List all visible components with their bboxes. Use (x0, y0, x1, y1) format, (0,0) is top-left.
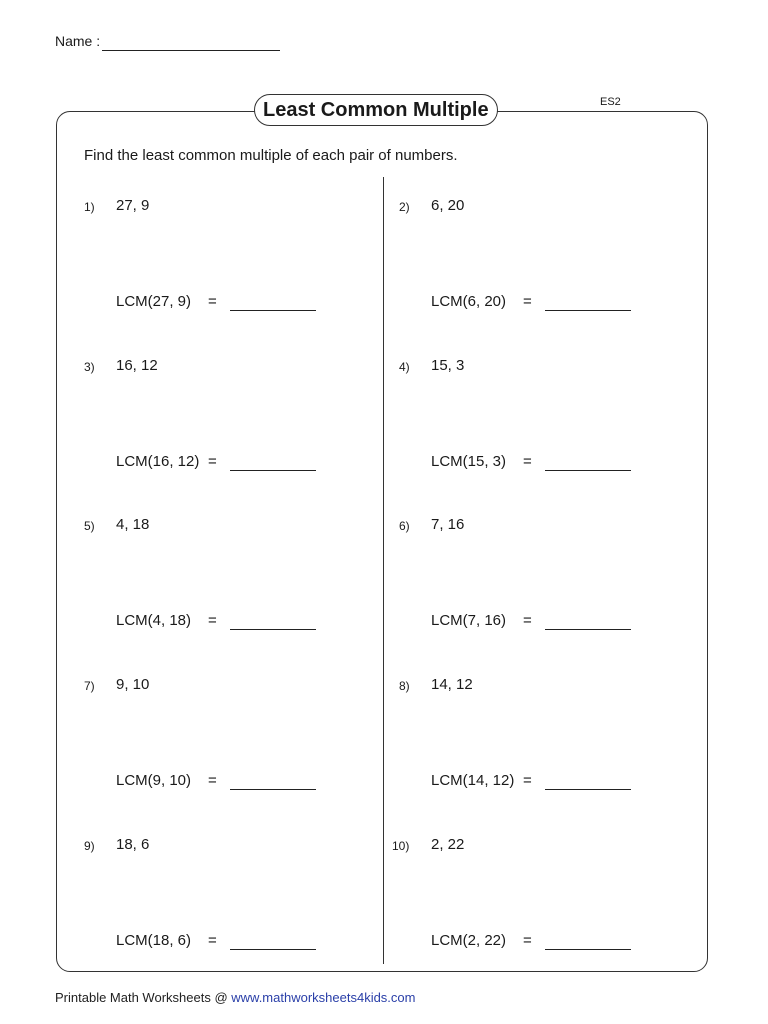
equals-sign: = (523, 293, 532, 310)
problem-number: 2) (399, 200, 410, 214)
equals-sign: = (208, 293, 217, 310)
lcm-expression: LCM(14, 12) (431, 772, 515, 789)
lcm-expression: LCM(2, 22) (431, 932, 507, 949)
equals-sign: = (208, 612, 217, 629)
name-label: Name : (55, 33, 101, 49)
instructions: Find the least common multiple of each pair of numbers. (84, 147, 458, 164)
problem-9 (84, 825, 384, 985)
problem-number: 1) (84, 200, 95, 214)
problem-number: 10) (392, 839, 410, 853)
equals-sign: = (523, 932, 532, 949)
answer-line[interactable] (230, 629, 316, 630)
problem-pair: 14, 12 (431, 676, 473, 693)
lcm-expression: LCM(4, 18) (116, 612, 192, 629)
footer-text: Printable Math Worksheets @ (55, 990, 232, 1005)
problem-4 (399, 346, 699, 506)
problem-1 (84, 186, 384, 346)
equals-sign: = (208, 453, 217, 470)
lcm-expression: LCM(7, 16) (431, 612, 507, 629)
problem-pair: 7, 16 (431, 516, 465, 533)
problem-8 (399, 665, 699, 825)
answer-line[interactable] (230, 789, 316, 790)
footer-link[interactable]: www.mathworksheets4kids.com (231, 990, 416, 1005)
lcm-expression: LCM(15, 3) (431, 453, 507, 470)
answer-line[interactable] (230, 949, 316, 950)
problem-number: 8) (399, 679, 410, 693)
lcm-expression: LCM(18, 6) (116, 932, 192, 949)
problem-number: 6) (399, 519, 410, 533)
answer-line[interactable] (545, 629, 631, 630)
problem-2 (399, 186, 699, 346)
problem-number: 9) (84, 839, 95, 853)
equals-sign: = (523, 772, 532, 789)
problem-5 (84, 505, 384, 665)
lcm-expression: LCM(27, 9) (116, 293, 192, 310)
equals-sign: = (523, 453, 532, 470)
problem-pair: 15, 3 (431, 357, 465, 374)
equals-sign: = (208, 932, 217, 949)
problem-pair: 2, 22 (431, 836, 465, 853)
worksheet-title: Least Common Multiple (254, 94, 498, 126)
lcm-expression: LCM(6, 20) (431, 293, 507, 310)
worksheet-code: ES2 (600, 96, 621, 108)
problem-6 (399, 505, 699, 665)
name-line[interactable] (102, 50, 280, 51)
equals-sign: = (523, 612, 532, 629)
answer-line[interactable] (545, 310, 631, 311)
problem-3 (84, 346, 384, 506)
problem-number: 5) (84, 519, 95, 533)
problem-pair: 16, 12 (116, 357, 158, 374)
answer-line[interactable] (230, 310, 316, 311)
problem-number: 3) (84, 360, 95, 374)
lcm-expression: LCM(9, 10) (116, 772, 192, 789)
answer-line[interactable] (230, 470, 316, 471)
problem-10 (392, 825, 692, 985)
answer-line[interactable] (545, 949, 631, 950)
equals-sign: = (208, 772, 217, 789)
problem-pair: 18, 6 (116, 836, 150, 853)
problem-number: 4) (399, 360, 410, 374)
lcm-expression: LCM(16, 12) (116, 453, 200, 470)
problem-pair: 6, 20 (431, 197, 465, 214)
problem-pair: 9, 10 (116, 676, 150, 693)
problem-pair: 4, 18 (116, 516, 150, 533)
problem-7 (84, 665, 384, 825)
problem-number: 7) (84, 679, 95, 693)
answer-line[interactable] (545, 789, 631, 790)
footer (55, 990, 415, 1005)
answer-line[interactable] (545, 470, 631, 471)
problem-pair: 27, 9 (116, 197, 150, 214)
